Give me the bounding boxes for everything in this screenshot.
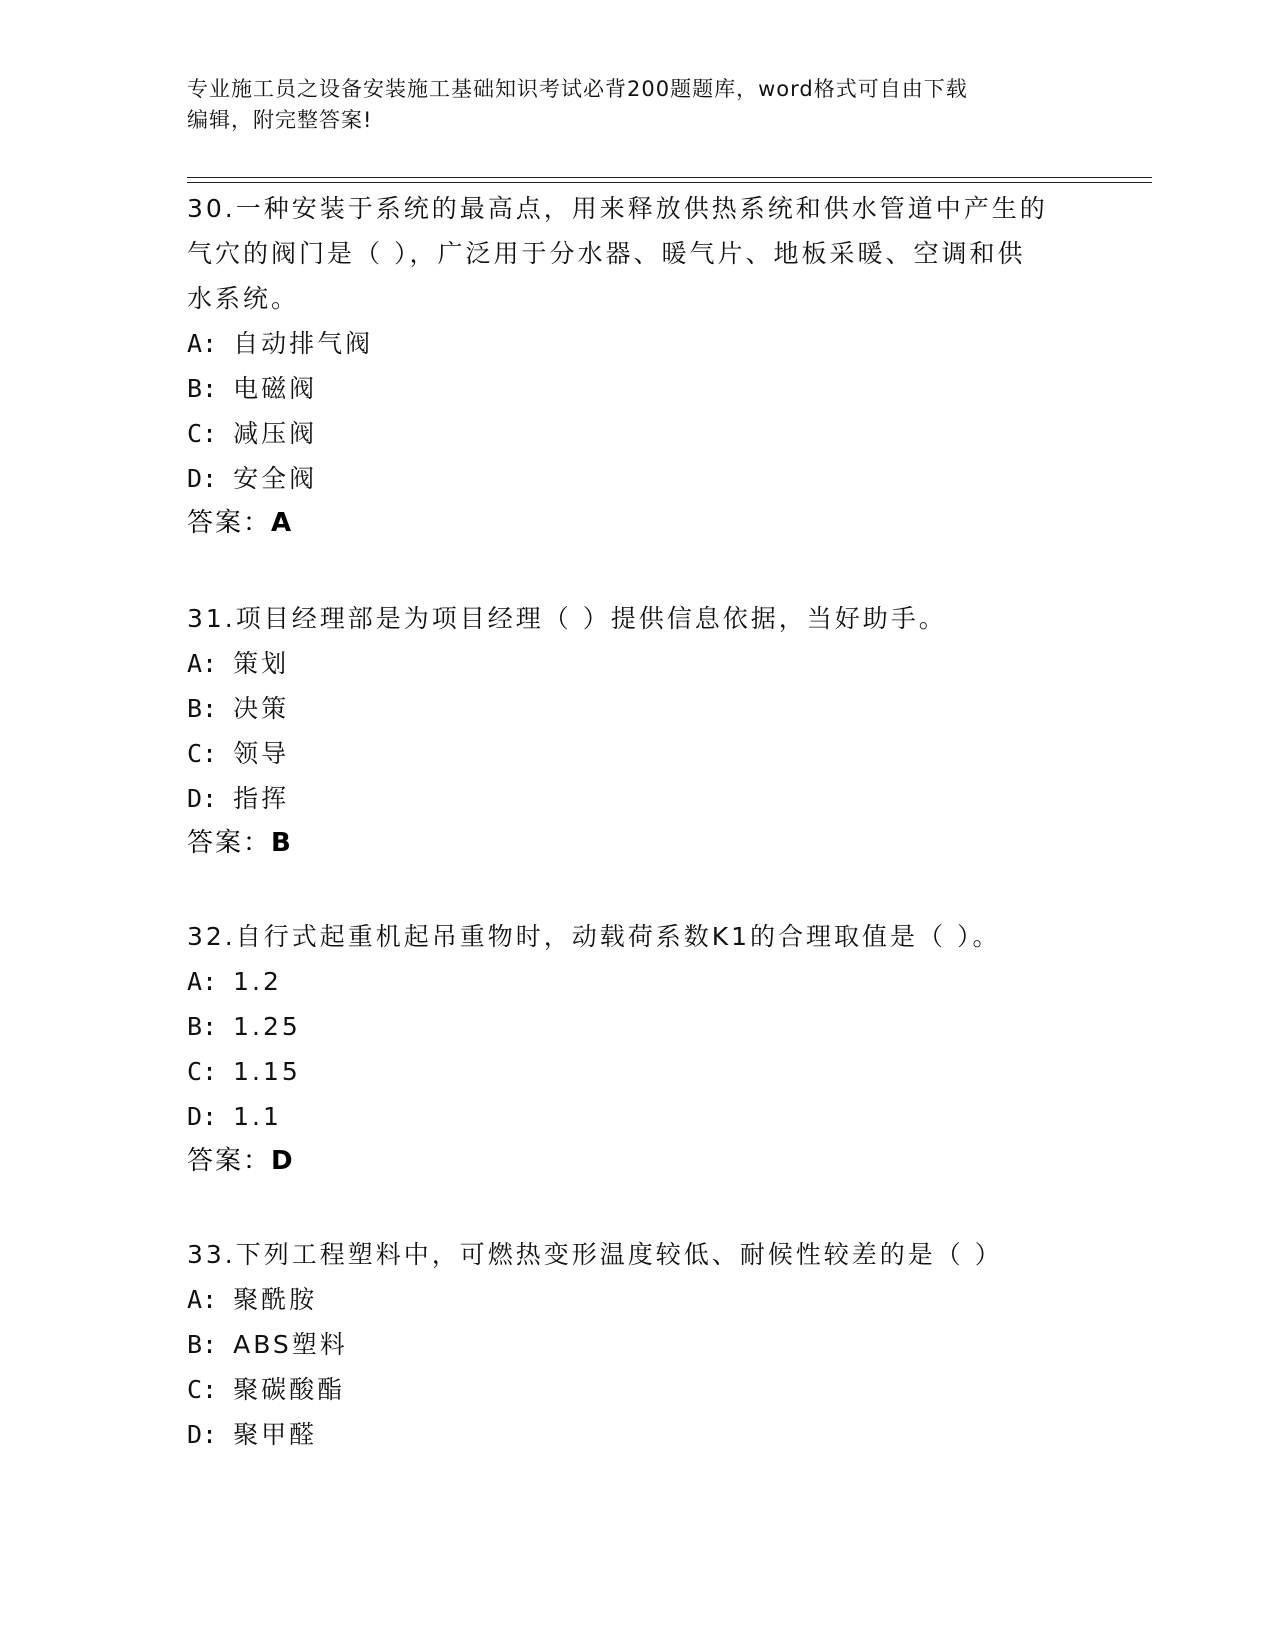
answer-label: 答案：	[187, 828, 272, 858]
option-letter: D:	[187, 784, 218, 813]
option-text: 减压阀	[233, 419, 318, 448]
option-a	[187, 321, 1087, 366]
question-31	[187, 596, 1087, 866]
option-letter: C:	[187, 1057, 218, 1086]
header-line-2: 编辑，附完整答案!	[187, 108, 373, 132]
option-text: 安全阀	[233, 464, 318, 493]
option-b	[187, 686, 1087, 731]
question-stem-line: 33.下列工程塑料中，可燃热变形温度较低、耐候性较差的是（ ）	[187, 1240, 1003, 1269]
question-stem	[187, 186, 1087, 321]
option-letter: D:	[187, 1102, 218, 1131]
option-b	[187, 366, 1087, 411]
option-b	[187, 1322, 1087, 1367]
answer-value: A	[271, 508, 294, 538]
option-letter: D:	[187, 464, 218, 493]
option-text: 指挥	[233, 784, 290, 813]
option-c	[187, 411, 1087, 456]
question-stem-line: 气穴的阀门是（ ），广泛用于分水器、暖气片、地板采暖、空调和供	[187, 239, 1026, 268]
question-stem-line: 30.一种安装于系统的最高点，用来释放供热系统和供水管道中产生的	[187, 194, 1048, 223]
option-letter: B:	[187, 1012, 218, 1041]
option-letter: C:	[187, 1375, 218, 1404]
option-b	[187, 1004, 1087, 1049]
option-c	[187, 731, 1087, 776]
answer-label: 答案：	[187, 508, 272, 538]
option-a	[187, 1277, 1087, 1322]
answer-value: D	[271, 1146, 295, 1176]
header-line-1: 专业施工员之设备安装施工基础知识考试必背200题题库，word格式可自由下载	[187, 77, 968, 101]
option-letter: C:	[187, 419, 218, 448]
answer-line	[187, 1139, 1087, 1184]
option-text: 聚甲醛	[233, 1420, 318, 1449]
answer-line	[187, 501, 1087, 546]
option-text: 策划	[233, 649, 290, 678]
option-text: 自动排气阀	[233, 329, 374, 358]
option-letter: B:	[187, 1330, 218, 1359]
answer-label: 答案：	[187, 1146, 272, 1176]
option-text: 领导	[233, 739, 290, 768]
option-text: ABS塑料	[233, 1330, 348, 1359]
question-stem-line: 31.项目经理部是为项目经理（ ）提供信息依据，当好助手。	[187, 604, 947, 633]
option-letter: B:	[187, 694, 218, 723]
question-stem-line: 32.自行式起重机起吊重物时，动载荷系数K1的合理取值是（ ）。	[187, 922, 1001, 951]
option-text: 1.2	[233, 967, 282, 996]
question-stem	[187, 914, 1087, 959]
answer-value: B	[271, 828, 293, 858]
answer-line	[187, 821, 1087, 866]
option-text: 电磁阀	[233, 374, 318, 403]
option-a	[187, 959, 1087, 1004]
option-letter: A:	[187, 329, 218, 358]
option-d	[187, 776, 1087, 821]
option-letter: A:	[187, 967, 218, 996]
question-33	[187, 1232, 1087, 1457]
header-divider-bottom	[187, 182, 1152, 183]
option-letter: C:	[187, 739, 218, 768]
option-text: 1.15	[233, 1057, 301, 1086]
option-letter: D:	[187, 1420, 218, 1449]
option-text: 1.1	[233, 1102, 282, 1131]
header-divider-top	[187, 177, 1152, 178]
option-text: 聚碳酸酯	[233, 1375, 346, 1404]
option-letter: A:	[187, 1285, 218, 1314]
option-letter: A:	[187, 649, 218, 678]
option-text: 1.25	[233, 1012, 301, 1041]
question-30	[187, 186, 1087, 546]
document-header	[187, 74, 1087, 136]
question-32	[187, 914, 1087, 1184]
option-text: 决策	[233, 694, 290, 723]
option-text: 聚酰胺	[233, 1285, 318, 1314]
option-d	[187, 1094, 1087, 1139]
option-c	[187, 1049, 1087, 1094]
question-stem	[187, 596, 1087, 641]
option-letter: B:	[187, 374, 218, 403]
option-d	[187, 1412, 1087, 1457]
option-d	[187, 456, 1087, 501]
option-a	[187, 641, 1087, 686]
question-stem-line: 水系统。	[187, 284, 300, 313]
question-stem	[187, 1232, 1087, 1277]
option-c	[187, 1367, 1087, 1412]
